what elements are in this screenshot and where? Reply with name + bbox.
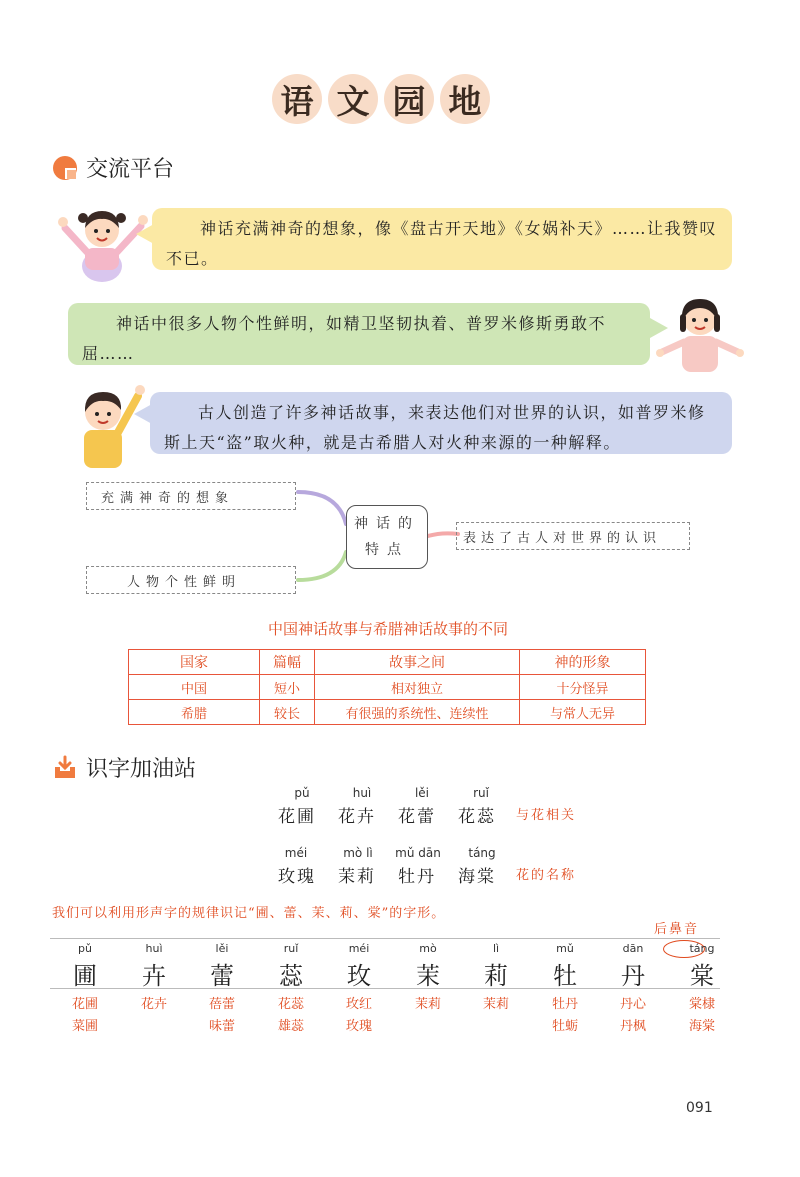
table-header-row bbox=[129, 650, 646, 675]
character-words bbox=[463, 994, 529, 1016]
table-cell: 十分怪异 bbox=[520, 675, 646, 700]
speech-bubble-icon bbox=[52, 155, 78, 181]
example-word: 菜圃 bbox=[71, 1019, 98, 1034]
character-pinyin: ruǐ bbox=[283, 942, 299, 955]
word: 玫瑰 bbox=[278, 867, 316, 887]
table-cell: 有很强的系统性、连续性 bbox=[315, 700, 520, 725]
character-cell bbox=[532, 942, 598, 991]
table-header: 故事之间 bbox=[315, 650, 520, 675]
speech-bubble-1 bbox=[152, 208, 732, 270]
nasal-note: 后鼻音 bbox=[654, 922, 700, 937]
table-header: 神的形象 bbox=[520, 650, 646, 675]
character-cell bbox=[463, 942, 529, 991]
example-word: 牡蛎 bbox=[551, 1019, 578, 1034]
pinyin: mò lì bbox=[343, 846, 373, 860]
word: 花卉 bbox=[338, 807, 376, 827]
character: 莉 bbox=[484, 962, 508, 990]
character: 蕊 bbox=[279, 962, 303, 990]
character-pinyin: mǔ bbox=[556, 942, 574, 955]
character-cell bbox=[121, 942, 187, 991]
character-cell bbox=[395, 942, 461, 991]
word: 茉莉 bbox=[338, 867, 376, 887]
example-word: 棠棣 bbox=[688, 997, 715, 1012]
character-words bbox=[258, 994, 324, 1038]
character-cell bbox=[52, 942, 118, 991]
section-title: 交流平台 bbox=[86, 157, 175, 182]
word: 花圃 bbox=[278, 807, 316, 827]
character-words bbox=[189, 994, 255, 1038]
character-pinyin: táng bbox=[689, 942, 715, 955]
title-char: 文 bbox=[328, 74, 378, 124]
page-title bbox=[272, 74, 490, 124]
mindmap-center: 神话的特点 bbox=[346, 505, 428, 569]
table-row bbox=[129, 700, 646, 725]
character: 卉 bbox=[142, 962, 166, 990]
mindmap-node-worldview bbox=[456, 522, 690, 550]
character-words bbox=[532, 994, 598, 1038]
table-row bbox=[129, 675, 646, 700]
bubble-tail bbox=[136, 224, 154, 244]
download-tray-icon bbox=[52, 755, 78, 781]
character-cell bbox=[600, 942, 666, 991]
character-pinyin: méi bbox=[348, 942, 370, 955]
word: 花蕊 bbox=[458, 807, 496, 827]
mindmap-node-characters bbox=[86, 566, 296, 594]
example-word: 雄蕊 bbox=[277, 1019, 304, 1034]
rule-note: 我们可以利用形声字的规律识记“圃、蕾、茉、莉、棠”的字形。 bbox=[52, 906, 446, 921]
word: 牡丹 bbox=[398, 867, 436, 887]
example-word: 牡丹 bbox=[551, 997, 578, 1012]
character-cell bbox=[189, 942, 255, 991]
character: 牡 bbox=[553, 962, 577, 990]
character-pinyin: lì bbox=[492, 942, 500, 955]
example-word: 玫瑰 bbox=[345, 1019, 372, 1034]
page-number: 091 bbox=[686, 1100, 713, 1116]
pinyin: pǔ bbox=[294, 786, 310, 800]
character-words bbox=[600, 994, 666, 1038]
character: 圃 bbox=[73, 962, 97, 990]
table-header: 国家 bbox=[129, 650, 260, 675]
character-words bbox=[669, 994, 735, 1038]
word-group-note: 与花相关 bbox=[516, 808, 577, 823]
character-cell bbox=[669, 942, 735, 991]
example-word: 茉莉 bbox=[482, 997, 509, 1012]
comparison-table bbox=[128, 649, 646, 725]
example-word: 海棠 bbox=[688, 1019, 715, 1034]
character-words bbox=[326, 994, 392, 1038]
character: 棠 bbox=[690, 962, 714, 990]
speech-bubble-2 bbox=[68, 303, 650, 365]
character-pinyin: dān bbox=[622, 942, 644, 955]
table-caption: 中国神话故事与希腊神话故事的不同 bbox=[267, 620, 508, 638]
example-word: 丹心 bbox=[619, 997, 646, 1012]
node-text: 充满神奇的想象 bbox=[101, 490, 235, 506]
example-word: 玫红 bbox=[345, 997, 372, 1012]
table-cell: 相对独立 bbox=[315, 675, 520, 700]
character: 茉 bbox=[416, 962, 440, 990]
bubble-text: 神话充满神奇的想象，像《盘古开天地》《女娲补天》……让我赞叹不已。 bbox=[166, 219, 718, 268]
table-header: 篇幅 bbox=[260, 650, 315, 675]
section-heading-exchange bbox=[52, 152, 174, 183]
character-words bbox=[52, 994, 118, 1038]
word: 花蕾 bbox=[398, 807, 436, 827]
table-cell: 短小 bbox=[260, 675, 315, 700]
title-char: 地 bbox=[440, 74, 490, 124]
character: 蕾 bbox=[210, 962, 234, 990]
mindmap-node-imagination bbox=[86, 482, 296, 510]
character-pinyin: pǔ bbox=[78, 942, 92, 955]
character-words bbox=[395, 994, 461, 1016]
title-char: 园 bbox=[384, 74, 434, 124]
example-word: 丹枫 bbox=[619, 1019, 646, 1034]
title-char: 语 bbox=[272, 74, 322, 124]
bubble-text: 神话中很多人物个性鲜明，如精卫坚韧执着、普罗米修斯勇敢不屈…… bbox=[82, 314, 607, 363]
speech-bubble-3 bbox=[150, 392, 732, 454]
example-word: 花圃 bbox=[71, 997, 98, 1012]
word: 海棠 bbox=[458, 867, 496, 887]
table-cell: 中国 bbox=[129, 675, 260, 700]
pinyin: mǔ dān bbox=[395, 846, 441, 860]
character: 玫 bbox=[347, 962, 371, 990]
character: 丹 bbox=[621, 962, 645, 990]
character-cell bbox=[326, 942, 392, 991]
word-group-note: 花的名称 bbox=[516, 868, 577, 883]
character-pinyin: huì bbox=[145, 942, 163, 955]
node-text: 人物个性鲜明 bbox=[127, 574, 242, 590]
section-heading-literacy bbox=[52, 752, 196, 783]
bubble-tail bbox=[134, 404, 152, 424]
character-pinyin: lěi bbox=[215, 942, 229, 955]
example-word: 花蕊 bbox=[277, 997, 304, 1012]
example-word: 味蕾 bbox=[208, 1019, 235, 1034]
pinyin: huì bbox=[352, 786, 372, 800]
pinyin: ruǐ bbox=[473, 786, 489, 800]
pinyin: táng bbox=[468, 846, 496, 860]
node-text: 表达了古人对世界的认识 bbox=[463, 530, 662, 546]
bubble-text: 古人创造了许多神话故事，来表达他们对世界的认识，如普罗米修斯上天“盗”取火种，就是古希腊人对火种来源的一种解释。 bbox=[164, 403, 706, 452]
divider bbox=[50, 938, 720, 939]
example-word: 花卉 bbox=[140, 997, 167, 1012]
girl-figure-icon bbox=[652, 290, 747, 376]
character-cell bbox=[258, 942, 324, 991]
table-cell: 希腊 bbox=[129, 700, 260, 725]
example-word: 蓓蕾 bbox=[208, 997, 235, 1012]
table-cell: 较长 bbox=[260, 700, 315, 725]
section-title: 识字加油站 bbox=[86, 757, 197, 782]
example-word: 茉莉 bbox=[414, 997, 441, 1012]
pinyin: méi bbox=[284, 846, 308, 860]
table-cell: 与常人无异 bbox=[520, 700, 646, 725]
pinyin: lěi bbox=[414, 786, 430, 800]
character-words bbox=[121, 994, 187, 1016]
character-pinyin: mò bbox=[419, 942, 437, 955]
boy-figure-icon bbox=[70, 378, 150, 470]
